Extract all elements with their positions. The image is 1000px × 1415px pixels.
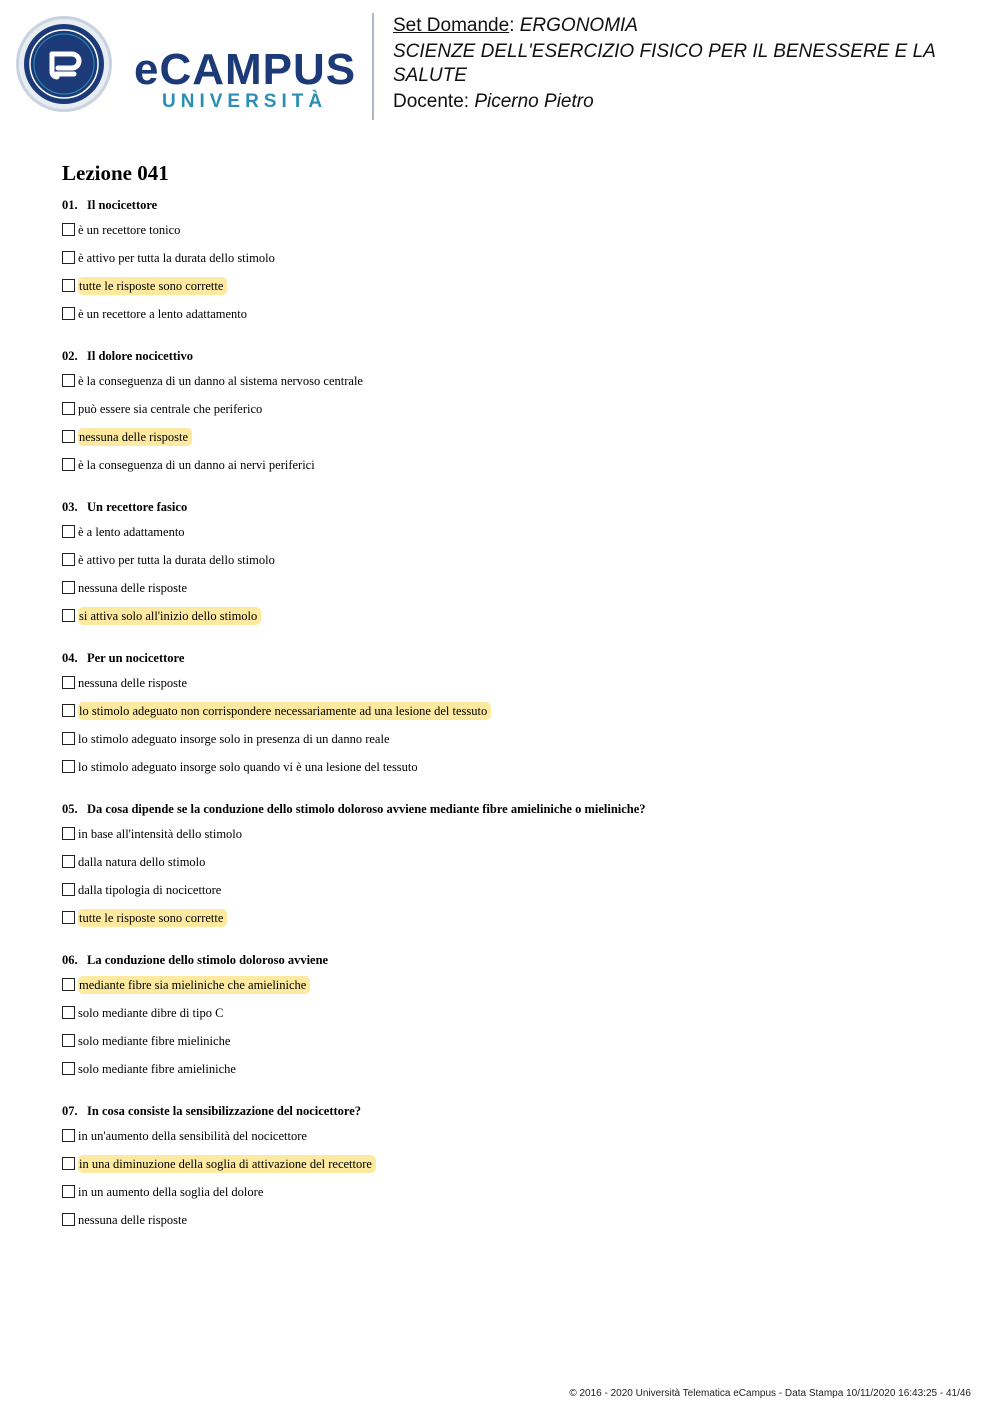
answer-checkbox[interactable] [62,251,75,264]
answer-text: lo stimolo adeguato insorge solo in presenza di un danno reale [78,732,390,746]
question-title [62,649,962,667]
answer-checkbox[interactable] [62,855,75,868]
answer-option[interactable] [62,306,962,334]
question-number: 04. [62,651,78,665]
answer-text: è la conseguenza di un danno al sistema nervoso centrale [78,374,363,388]
answer-option[interactable] [62,1184,962,1212]
answer-option-correct[interactable] [62,1156,962,1184]
answer-checkbox[interactable] [62,553,75,566]
question-title [62,196,962,214]
question-block [62,800,962,938]
question-number: 05. [62,802,78,816]
teacher-name: Picerno Pietro [474,91,594,112]
question-block [62,951,962,1089]
brand-name: eCAMPUS [134,45,357,94]
answer-text: solo mediante dibre di tipo C [78,1006,224,1020]
answer-text: nessuna delle risposte [78,676,188,690]
answer-text: in base all'intensità dello stimolo [78,827,243,841]
answer-text: in un'aumento della sensibilità del nocicettore [78,1129,307,1143]
answer-text: è la conseguenza di un danno ai nervi periferici [78,458,315,472]
answer-text: tutte le risposte sono corrette [78,277,227,295]
set-separator: : [509,15,520,36]
answer-checkbox[interactable] [62,609,75,622]
question-block [62,196,962,334]
answer-text: è un recettore a lento adattamento [78,307,248,321]
answer-option[interactable] [62,552,962,580]
answer-option[interactable] [62,457,962,485]
answer-option[interactable] [62,854,962,882]
answer-option[interactable] [62,882,962,910]
answer-option[interactable] [62,1033,962,1061]
answer-text: dalla natura dello stimolo [78,855,206,869]
answer-checkbox[interactable] [62,374,75,387]
answer-option[interactable] [62,1212,962,1240]
answer-text: è un recettore tonico [78,223,181,237]
answer-checkbox[interactable] [62,1157,75,1170]
question-title [62,1102,962,1120]
answer-checkbox[interactable] [62,430,75,443]
answer-option[interactable] [62,250,962,278]
answer-text: è attivo per tutta la durata dello stimolo [78,553,275,567]
answer-checkbox[interactable] [62,911,75,924]
answer-checkbox[interactable] [62,223,75,236]
question-title [62,498,962,516]
question-text: Da cosa dipende se la conduzione dello stimolo doloroso avviene mediante fibre amieliniche o mieliniche? [87,802,646,816]
answer-option[interactable] [62,1128,962,1156]
answer-option-correct[interactable] [62,429,962,457]
answer-option-correct[interactable] [62,977,962,1005]
answer-text: solo mediante fibre amieliniche [78,1062,236,1076]
answer-text: tutte le risposte sono corrette [78,909,227,927]
answer-text: in una diminuzione della soglia di attivazione del recettore [78,1155,376,1173]
answer-checkbox[interactable] [62,1006,75,1019]
answer-checkbox[interactable] [62,883,75,896]
answer-text: nessuna delle risposte [78,428,192,446]
answer-text: si attiva solo all'inizio dello stimolo [78,607,261,625]
answer-checkbox[interactable] [62,402,75,415]
answer-checkbox[interactable] [62,676,75,689]
header-divider [372,13,374,120]
answer-text: è attivo per tutta la durata dello stimolo [78,251,275,265]
page-footer: © 2016 - 2020 Università Telematica eCampus - Data Stampa 10/11/2020 16:43:25 - 41/46 [569,1388,971,1399]
course-name: SCIENZE DELL'ESERCIZIO FISICO PER IL BENESSERE E LA SALUTE [393,41,936,86]
answer-text: nessuna delle risposte [78,581,188,595]
answer-text: lo stimolo adeguato non corrispondere necessariamente ad una lesione del tessuto [78,702,491,720]
answer-checkbox[interactable] [62,1034,75,1047]
set-line [393,14,983,38]
question-number: 03. [62,500,78,514]
answer-option[interactable] [62,580,962,608]
ecampus-logo-graphic [14,14,364,116]
set-label: Set Domande [393,15,510,36]
question-block [62,649,962,787]
answer-option[interactable] [62,675,962,703]
question-title [62,951,962,969]
question-number: 01. [62,198,78,212]
ecampus-logo [14,14,364,116]
question-block [62,498,962,636]
question-list [62,196,962,1253]
answer-checkbox[interactable] [62,525,75,538]
answer-option[interactable] [62,826,962,854]
answer-option[interactable] [62,1061,962,1089]
answer-checkbox[interactable] [62,760,75,773]
answer-option-correct[interactable] [62,703,962,731]
answer-checkbox[interactable] [62,1213,75,1226]
question-text: Un recettore fasico [87,500,188,514]
question-number: 02. [62,349,78,363]
question-title [62,800,962,818]
answer-checkbox[interactable] [62,581,75,594]
answer-checkbox[interactable] [62,458,75,471]
answer-option-correct[interactable] [62,278,962,306]
answer-checkbox[interactable] [62,1185,75,1198]
answer-text: lo stimolo adeguato insorge solo quando vi è una lesione del tessuto [78,760,418,774]
answer-checkbox[interactable] [62,704,75,717]
question-block [62,347,962,485]
answer-text: solo mediante fibre mieliniche [78,1034,231,1048]
answer-text: nessuna delle risposte [78,1213,188,1227]
question-text: Per un nocicettore [87,651,185,665]
question-number: 07. [62,1104,78,1118]
answer-option-correct[interactable] [62,608,962,636]
question-text: La conduzione dello stimolo doloroso avviene [87,953,329,967]
answer-checkbox[interactable] [62,1129,75,1142]
answer-checkbox[interactable] [62,732,75,745]
answer-text: può essere sia centrale che periferico [78,402,263,416]
answer-option[interactable] [62,373,962,401]
answer-option-correct[interactable] [62,910,962,938]
answer-option[interactable] [62,759,962,787]
answer-checkbox[interactable] [62,827,75,840]
answer-text: è a lento adattamento [78,525,185,539]
answer-checkbox[interactable] [62,279,75,292]
answer-option[interactable] [62,731,962,759]
question-text: In cosa consiste la sensibilizzazione del nocicettore? [87,1104,362,1118]
teacher-label: Docente: [393,91,475,112]
document-header [393,14,983,114]
question-block [62,1102,962,1240]
answer-checkbox[interactable] [62,978,75,991]
answer-text: dalla tipologia di nocicettore [78,883,222,897]
answer-checkbox[interactable] [62,307,75,320]
answer-option[interactable] [62,524,962,552]
brand-subtitle: UNIVERSITÀ [162,91,328,112]
answer-option[interactable] [62,1005,962,1033]
subject-name: ERGONOMIA [519,15,638,36]
question-number: 06. [62,953,78,967]
answer-text: in un aumento della soglia del dolore [78,1185,264,1199]
teacher-line [393,90,983,114]
answer-checkbox[interactable] [62,1062,75,1075]
answer-option[interactable] [62,222,962,250]
answer-option[interactable] [62,401,962,429]
answer-text: mediante fibre sia mieliniche che amieliniche [78,976,310,994]
question-text: Il nocicettore [87,198,158,212]
question-text: Il dolore nocicettivo [87,349,193,363]
question-title [62,347,962,365]
lesson-title: Lezione 041 [62,161,169,185]
